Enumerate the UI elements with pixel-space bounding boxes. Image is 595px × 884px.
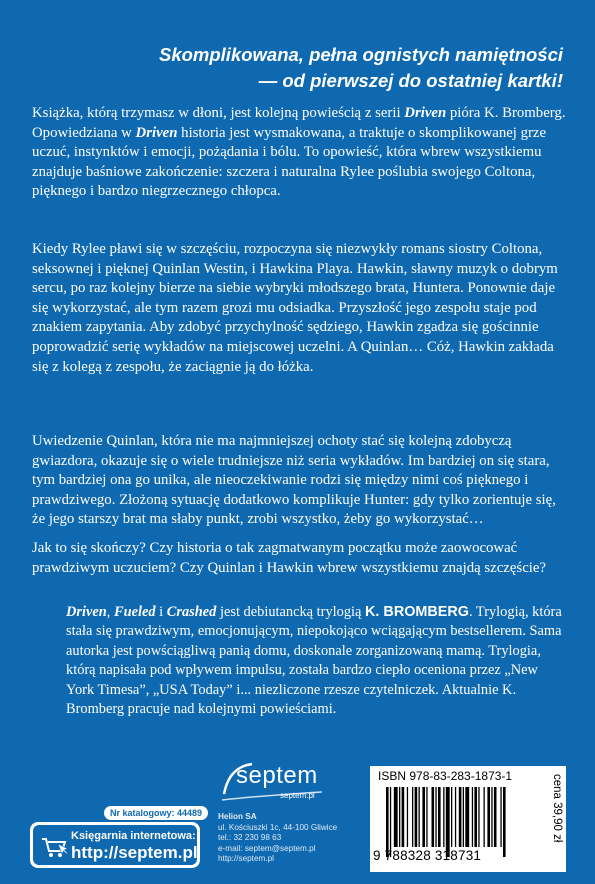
barcode-bar <box>407 787 408 847</box>
barcode-bar <box>394 787 398 847</box>
barcode-digits: 9 788328 318731 <box>373 848 482 863</box>
tagline <box>0 42 563 94</box>
barcode-bar <box>386 787 389 857</box>
barcode-bar <box>412 787 413 847</box>
barcode-bar <box>438 787 441 847</box>
barcode-bar <box>491 787 492 847</box>
barcode-bar <box>500 787 501 847</box>
barcode-bar <box>432 787 435 847</box>
barcode-bar <box>446 787 450 857</box>
barcode-bar <box>465 787 469 847</box>
blurb-paragraph-3: Uwiedzenie Quinlan, która nie ma najmniejszej ochoty stać się kolejną zdobyczą gwiazdora, okazuje się o wiele trudniejsze niż seria wykładów. Im bardziej on się stara, tym bardziej ona go unika, ale nieoczekiwanie rodzi się między nimi coś pięknego i prawdziwego. Złożoną sytuację dodatkowo komplikuje Hunter: gdy tylko zorientuje się, że jego starszy brat ma słaby punkt, zrobi wszystko, żeby go wykorzystać… <box>32 433 556 528</box>
barcode-bar <box>494 787 497 847</box>
barcode-bar <box>503 787 506 857</box>
barcode-bar <box>459 787 462 847</box>
catalog-number-badge: Nr katalogowy: 44489 <box>104 806 208 820</box>
barcode-bar <box>487 787 490 847</box>
barcode-bar <box>402 787 405 847</box>
publisher-address: Helion SA ul. Kościuszki 1c, 44-100 Gliwice tel.: 32 230 98 63 e-mail: septem@septem.pl http://septem.pl <box>218 812 338 864</box>
barcode-bar <box>443 787 444 847</box>
tagline-line-2: — od pierwszej do ostatniej kartki! <box>258 70 563 91</box>
shopping-cart-icon <box>41 836 67 860</box>
barcode-bar <box>426 787 427 847</box>
barcode-bar <box>390 787 391 857</box>
barcode-bar <box>451 787 452 847</box>
barcode-block <box>370 766 566 872</box>
online-bookstore-badge[interactable] <box>30 822 200 868</box>
barcode-bar <box>415 787 418 847</box>
author-bio: Driven, Fueled i Crashed jest debiutancką trylogią K. BROMBERG. Trylogią, która stała się prawdziwym, emocjonującym, niepokojąco wciągającym bestsellerem. Sama autorka jest powściągliwą panią domu, doskonale zorganizowaną mamą. Trylogia, którą napisała pod wpływem impulsu, została bardzo ciepło oceniona przez „New York Timesa”, „USA Today” i... niezliczone rzesze czytelniczek. Aktualnie K. Bromberg pracuje nad kolejnymi powieściami. <box>66 604 562 718</box>
barcode-bar <box>422 787 425 847</box>
author-name: K. BROMBERG <box>365 604 469 620</box>
barcode-bar <box>419 787 420 847</box>
bookstore-url-link[interactable]: http://septem.pl <box>71 843 198 862</box>
barcode-bar <box>455 787 456 847</box>
barcode-bar <box>478 787 479 847</box>
barcode-bar <box>474 787 477 847</box>
publisher-logo-url: septem.pl <box>280 791 315 800</box>
isbn-label: ISBN 978-83-283-1873-1 <box>378 769 513 783</box>
barcode-bar <box>399 787 400 847</box>
price-label: cena 39,90 zł <box>551 774 563 843</box>
bookstore-label: Księgarnia internetowa: <box>71 830 196 842</box>
barcode-bars <box>386 787 544 857</box>
publisher-logo-text: septem <box>236 762 318 789</box>
barcode-bar <box>472 787 473 847</box>
barcode-bar <box>463 787 464 847</box>
blurb-paragraph-1: Książka, którą trzymasz w dłoni, jest kolejną powieścią z serii Driven pióra K. Bromberg. Opowiedziana w Driven historia jest wysmakowana, a traktuje o skomplikowanej grze uczuć, instynktów i emocji, pożądania i bólu. To opowieść, która wbrew wszystkiemu znajduje baśniowe zakończenie: szczera i naturalna Rylee poślubia swojego Coltona, pięknego i bardzo niegrzecznego chłopca. <box>32 105 566 200</box>
tagline-line-1: Skomplikowana, pełna ognistych namiętności <box>158 44 563 65</box>
barcode-bar <box>484 787 485 847</box>
blurb-paragraph-2: Kiedy Rylee pławi się w szczęściu, rozpoczyna się niezwykły romans siostry Coltona, seksownej i pięknej Quinlan Westin, i Hawkina Playa. Hawkin, sławny muzyk o dobrym sercu, po raz kolejny bierze na siebie wybryki młodszego brata, Huntera. Ponownie daje się wykorzystać, ale tym razem grozi mu odsiadka. Przyszłość jego zespołu staje pod znakiem zapytania. Aby zdobyć przychylność sędziego, Hawkin zgadza się gościnnie poprowadzić serię wykładów na miejscowej uczelni. A Quinlan… Cóż, Hawkin zakłada się z kolegą z zespołu, że zaciągnie ją do łóżka. <box>32 241 558 375</box>
barcode-bar <box>435 787 436 847</box>
blurb-paragraph-4: Jak to się skończy? Czy historia o tak zagmatwanym początku może zaowocować prawdziwym uczuciem? Czy Quinlan i Hawkin wbrew wszystkiemu znajdą szczęście? <box>32 540 547 576</box>
publisher-logo <box>218 760 328 804</box>
